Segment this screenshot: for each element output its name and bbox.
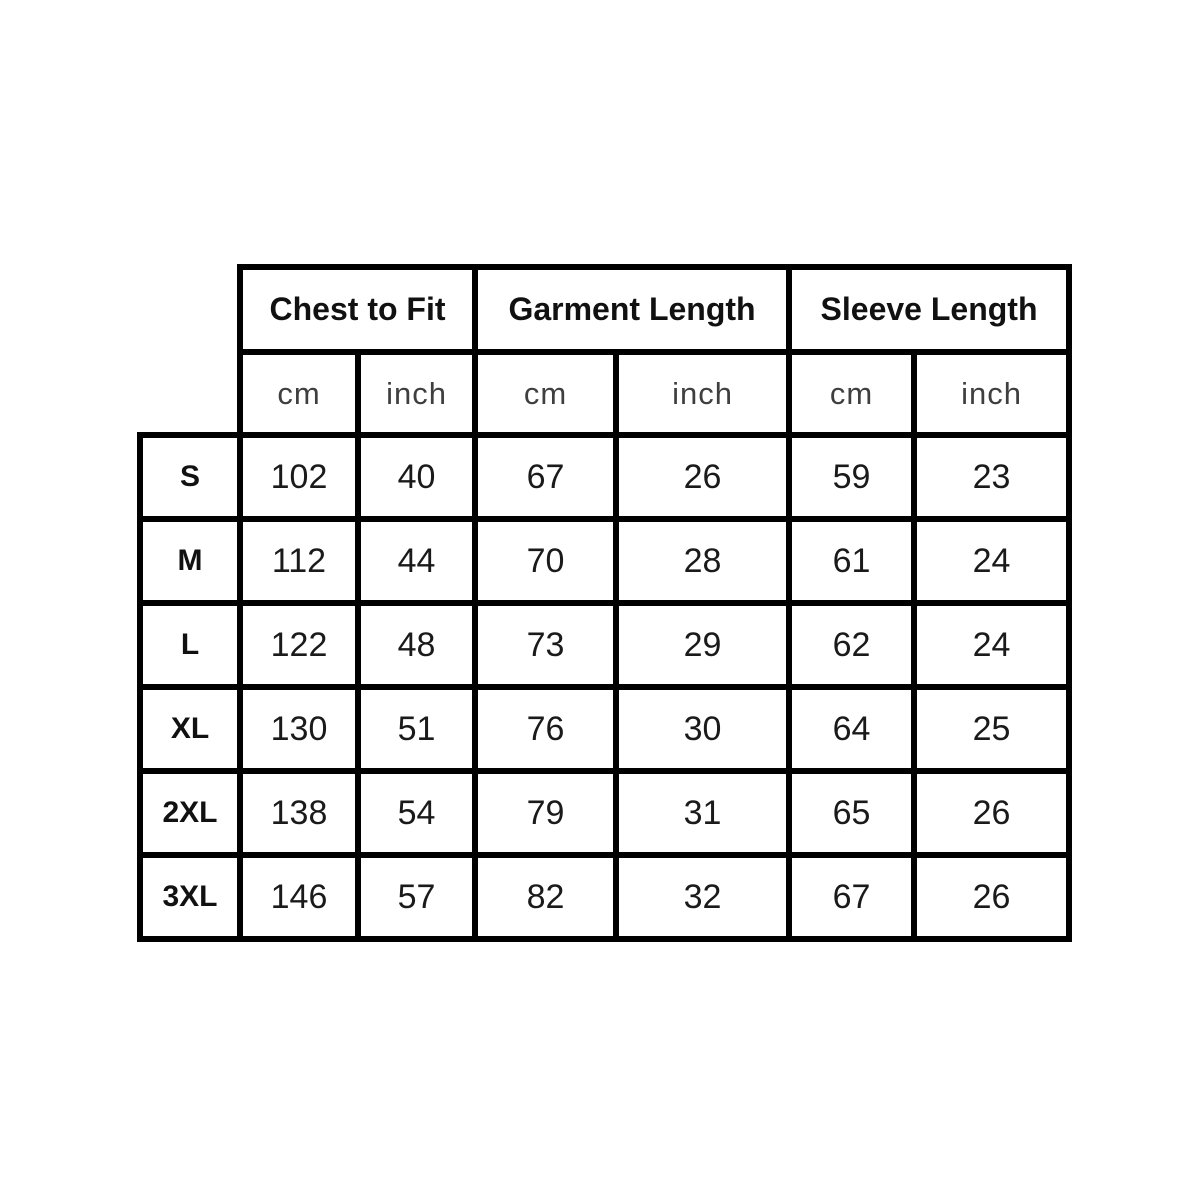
col-group-sleeve-length: Sleeve Length: [789, 267, 1069, 352]
table-cell: 29: [616, 603, 789, 687]
col-group-chest-to-fit: Chest to Fit: [240, 267, 475, 352]
size-chart-table: [137, 264, 1072, 942]
table-cell: 28: [616, 519, 789, 603]
col-group-garment-length: Garment Length: [475, 267, 789, 352]
table-cell: 44: [358, 519, 475, 603]
table-cell: 62: [789, 603, 914, 687]
table-cell: 57: [358, 855, 475, 939]
table-cell: 24: [914, 603, 1069, 687]
table-cell: 138: [240, 771, 358, 855]
table-cell: 102: [240, 435, 358, 519]
table-cell: 73: [475, 603, 616, 687]
table-cell: 25: [914, 687, 1069, 771]
table-cell: 112: [240, 519, 358, 603]
group-header-row: [140, 267, 1069, 352]
unit-header-chest-cm: cm: [240, 352, 358, 435]
unit-header-garment-cm: cm: [475, 352, 616, 435]
size-label: S: [140, 435, 240, 519]
table-cell: 122: [240, 603, 358, 687]
table-row-s: [140, 435, 1069, 519]
table-cell: 146: [240, 855, 358, 939]
table-cell: 82: [475, 855, 616, 939]
unit-header-chest-inch: inch: [358, 352, 475, 435]
table-cell: 67: [475, 435, 616, 519]
table-cell: 30: [616, 687, 789, 771]
table-cell: 76: [475, 687, 616, 771]
table-row-3xl: [140, 855, 1069, 939]
table-cell: 32: [616, 855, 789, 939]
table-cell: 51: [358, 687, 475, 771]
table-row-2xl: [140, 771, 1069, 855]
table-cell: 64: [789, 687, 914, 771]
table-cell: 54: [358, 771, 475, 855]
corner-spacer: [140, 267, 240, 352]
unit-header-garment-inch: inch: [616, 352, 789, 435]
table-cell: 79: [475, 771, 616, 855]
table-cell: 24: [914, 519, 1069, 603]
table-cell: 40: [358, 435, 475, 519]
corner-spacer: [140, 352, 240, 435]
table-cell: 26: [914, 771, 1069, 855]
table-cell: 26: [616, 435, 789, 519]
unit-header-sleeve-cm: cm: [789, 352, 914, 435]
size-label: 2XL: [140, 771, 240, 855]
table-cell: 48: [358, 603, 475, 687]
table-row-l: [140, 603, 1069, 687]
size-label: L: [140, 603, 240, 687]
table-row-m: [140, 519, 1069, 603]
table-cell: 31: [616, 771, 789, 855]
table-cell: 59: [789, 435, 914, 519]
table-cell: 70: [475, 519, 616, 603]
table-cell: 65: [789, 771, 914, 855]
size-label: M: [140, 519, 240, 603]
size-label: 3XL: [140, 855, 240, 939]
unit-header-row: [140, 352, 1069, 435]
size-label: XL: [140, 687, 240, 771]
table-cell: 26: [914, 855, 1069, 939]
table-row-xl: [140, 687, 1069, 771]
table-cell: 130: [240, 687, 358, 771]
table-cell: 67: [789, 855, 914, 939]
unit-header-sleeve-inch: inch: [914, 352, 1069, 435]
table-cell: 23: [914, 435, 1069, 519]
table-cell: 61: [789, 519, 914, 603]
